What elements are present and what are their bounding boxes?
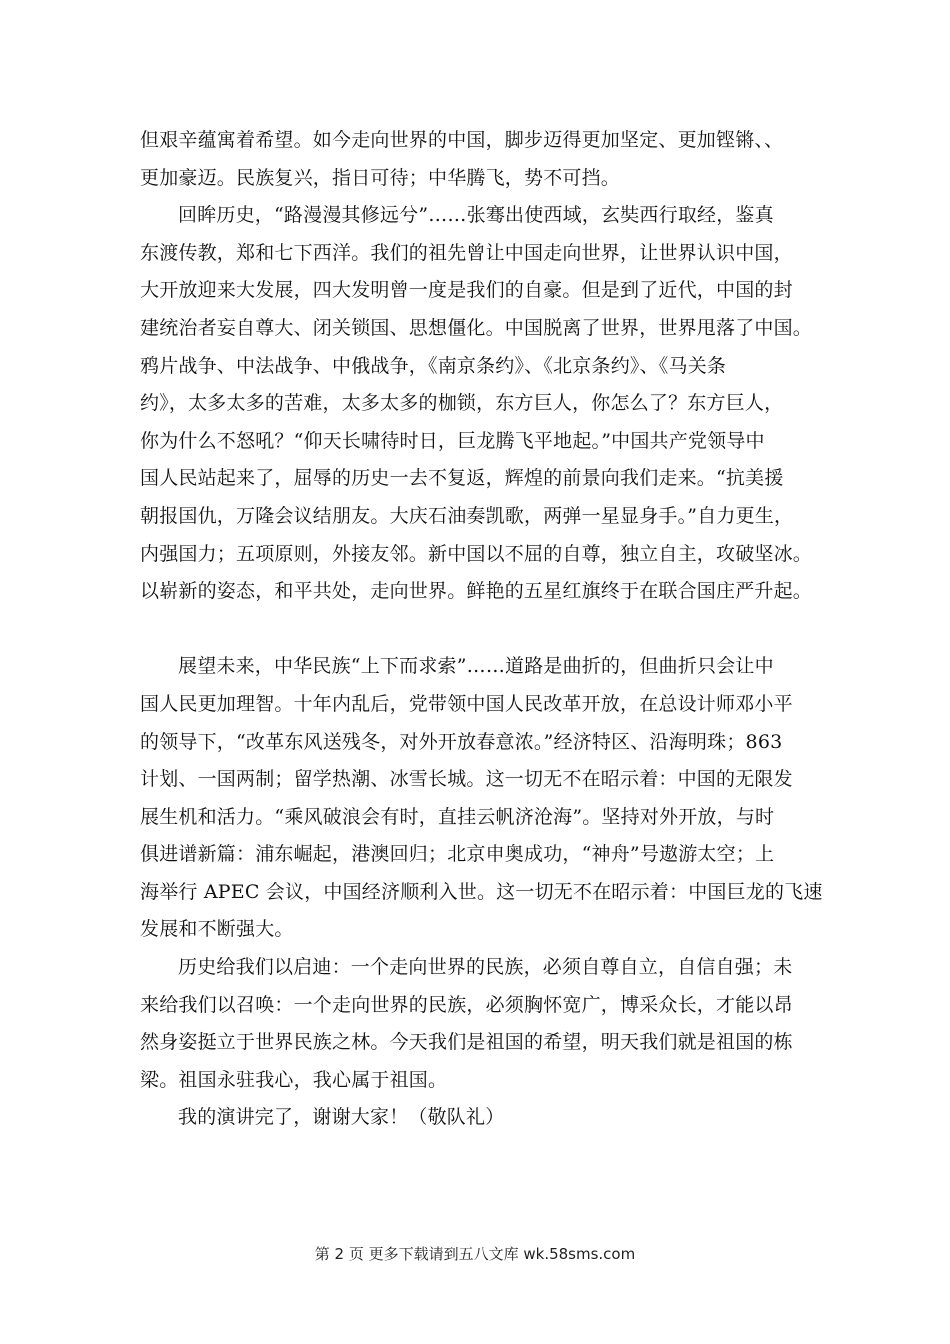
text-line: 来给我们以召唤：一个走向世界的民族，必须胸怀宽广，博采众长，才能以昂 xyxy=(140,993,793,1016)
text-line: 历史给我们以启迪：一个走向世界的民族，必须自尊自立，自信自强；未 xyxy=(178,956,793,979)
text-line: 展生机和活力。“乘风破浪会有时，直挂云帆济沧海”。坚持对外开放，与时 xyxy=(140,805,775,828)
text-line: 的领导下，“改革东风送残冬，对外开放春意浓。”经济特区、沿海明珠；863 xyxy=(140,730,783,753)
paragraph xyxy=(140,1099,830,1137)
text-line: 约》，太多太多的苦难，太多太多的枷锁，东方巨人，你怎么了？东方巨人， xyxy=(140,392,784,415)
text-line: 你为什么不怒吼？“仰天长啸待时日，巨龙腾飞平地起。”中国共产党领导中 xyxy=(140,429,765,452)
text-line: 鸦片战争、中法战争、中俄战争，《南京条约》、《北京条约》、《马关条 xyxy=(140,354,727,377)
paragraph xyxy=(140,949,830,1099)
text-line: 梁。祖国永驻我心，我心属于祖国。 xyxy=(140,1068,448,1091)
text-line: 内强国力；五项原则，外接友邻。新中国以不屈的自尊，独立自主，攻破坚冰。 xyxy=(140,542,813,565)
paragraph-spacer xyxy=(140,611,830,649)
text-line: 发展和不断强大。 xyxy=(140,918,294,941)
text-line: 海举行 APEC 会议，中国经济顺利入世。这一切无不在昭示着：中国巨龙的飞速 xyxy=(140,880,823,903)
text-line: 展望未来，中华民族“上下而求索”……道路是曲折的，但曲折只会让中 xyxy=(178,655,774,678)
paragraph xyxy=(140,648,830,949)
text-line: 建统治者妄自尊大、闭关锁国、思想僵化。中国脱离了世界，世界甩落了中国。 xyxy=(140,316,813,339)
text-line: 计划、一国两制；留学热潮、冰雪长城。这一切无不在昭示着：中国的无限发 xyxy=(140,768,793,791)
text-line: 更加豪迈。民族复兴，指日可待；中华腾飞，势不可挡。 xyxy=(140,166,621,189)
text-line: 我的演讲完了，谢谢大家！（敬队礼） xyxy=(178,1106,505,1129)
text-line: 回眸历史，“路漫漫其修远兮”……张骞出使西域，玄奘西行取经，鉴真 xyxy=(178,204,774,227)
text-line: 以崭新的姿态，和平共处，走向世界。鲜艳的五星红旗终于在联合国庄严升起。 xyxy=(140,580,813,603)
text-line: 然身姿挺立于世界民族之林。今天我们是祖国的希望，明天我们就是祖国的栋 xyxy=(140,1031,793,1054)
paragraph xyxy=(140,197,830,611)
page-footer: 第 2 页 更多下载请到五八文库 wk.58sms.com xyxy=(314,1245,636,1263)
text-line: 但艰辛蕴寓着希望。如今走向世界的中国，脚步迈得更加坚定、更加铿锵、、 xyxy=(140,129,784,151)
text-line: 俱进谱新篇：浦东崛起，港澳回归；北京申奥成功，“神舟”号遨游太空；上 xyxy=(140,843,775,866)
body-text xyxy=(140,122,830,1137)
text-line: 国人民更加理智。十年内乱后，党带领中国人民改革开放，在总设计师邓小平 xyxy=(140,692,793,715)
paragraph xyxy=(140,122,830,197)
text-line: 大开放迎来大发展，四大发明曾一度是我们的自豪。但是到了近代，中国的封 xyxy=(140,279,793,302)
text-line: 国人民站起来了，屈辱的历史一去不复返，辉煌的前景向我们走来。“抗美援 xyxy=(140,467,784,490)
text-line: 朝报国仇，万隆会议结朋友。大庆石油奏凯歌，两弹一星显身手。”自力更生， xyxy=(140,504,794,527)
text-line: 东渡传教，郑和七下西洋。我们的祖先曾让中国走向世界，让世界认识中国， xyxy=(140,241,793,264)
